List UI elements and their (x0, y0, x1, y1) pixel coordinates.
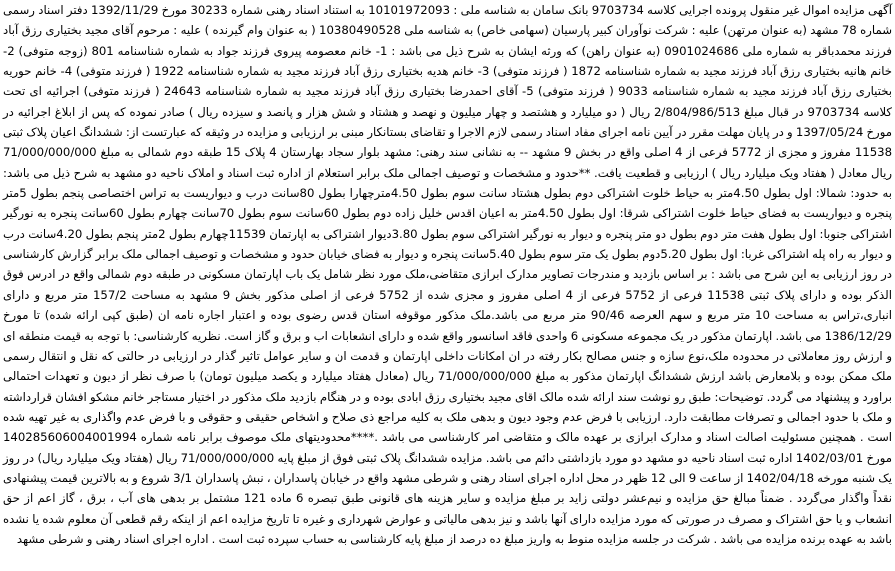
auction-notice-text: آگهی مزایده اموال غیر منقول پرونده اجرایی کلاسه 9703734 بانک سامان به شناسه ملی : 10101972093 به استناد اسناد رهنی شماره 30233 مورخ 1392/11/29 دفتر اسناد رسمی شماره 78 مشهد (به عنوان مرتهن) علیه : شرکت نوآوران کبیر پارسیان (سهامی خاص) به شناسه ملی 10380490528 ( به عنوان وام گیرنده ) علیه : مرحوم آقای مجید بختیاری رزق آباد فرزند محمدباقر به شماره ملی 0901024686 (به عنوان راهن) که ورثه ایشان به شرح ذیل می باشد : 1- خانم معصومه پیروی فرزند جواد به شماره شناسنامه 801 (زوجه متوفی) 2- خانم هانیه بختیاری رزق آباد فرزند مجید به شماره شناسنامه 1872 ( فرزند متوفی) 3- خانم هدیه بختیاری رزق آباد فرزند مجید به شماره شناسنامه 1922 ( فرزند متوفی) 4- خانم حوریه بختیاری رزق آباد فرزند مجید به شماره شناسنامه 9033 ( فرزند متوفی) 5- آقای احمدرضا بختیاری رزق آباد فرزند مجید به شماره شناسنامه 24643 ( فرزند متوفی) اجرائیه ای تحت کلاسه 9703734 در قبال مبلغ 2/804/986/513 ریال ( دو میلیارد و هشتصد و چهار میلیون و نهصد و هشتاد و شش هزار و پانصد و سیزده ریال ) صادر نموده که پس از ابلاغ اجرائیه در مورخ 1397/05/24 و در پایان مهلت مقرر در آیین نامه اجرای مفاد اسناد رسمی لازم الاجرا و تقاضای بستانکار مبنی بر ارزیابی و مزایده در وثیقه که عبارتست از: ششدانگ اعیان پلاک ثبتی 11538 مفروز و مجزی از 5772 فرعی از 4 اصلی واقع در بخش 9 مشهد -- به نشانی سند رهنی: مشهد بلوار سجاد بهارستان 4 پلاک 15 طبقه دوم شمالی به مبلغ 71/000/000/000 ریال معادل ( هفتاد ویک میلیارد ریال ) ارزیابی و قطعیت یافت. **حدود و مشخصات و توصیف اجمالی ملک برابر استعلام از اداره ثبت اسناد و املاک ناحیه دو مشهد به شرح ذیل می باشد: به حدود: شمالا: اول بطول 4.50متر به حیاط خلوت اشتراکی دوم بطول هشتاد سانت سوم بطول 4.50مترچهارا بطول 80سانت درب و دیواریست به تراس اختصاصی پنجم بطول 5متر پنجره و دیواریست به فضای حیاط خلوت اشتراکی شرقا: اول بطول 4.50متر به اعیان اقدس خلیل زاده دوم بطول 60سانت سوم بطول 70سانت چهارم بطول 60سانت پنجره به نورگیر اشتراکی جنوبا: اول بطول هفت متر دوم بطول دو متر پنجره و دیوار به نورگیر اشتراکی سوم بطول 3.80دیوار اشتراکی به اپارتمان 11539چهارم بطول 2متر پنجم بطول 4.20سانت درب و دیوار به راه پله اشتراکی غربا: اول بطول 5.20دوم بطول یک متر سوم بطول 5.40سانت پنجره و دیوار به فضای خیابان حدود و مشخصات و توصیف اجمالی ملک برابر گزارش کارشناسی در روز ارزیابی به این شرح می باشد : بر اساس بازدید و مندرجات تصاویر مدارک ابرازی متقاضی،ملک مورد نظر شامل یک باب اپارتمان مسکونی در طبقه دوم شمالی واقع در ادرس فوق الذکر بوده و دارای پلاک ثبتی 11538 فرعی از 5752 فرعی از 4 اصلی مفروز و مجزی شده از 5752 فرعی از اصلی مذکور بخش 9 مشهد به مساحت 157/2 متر مربع و دارای انباری،تراس به مساحت 10 متر مربع و سهم العرصه 90/46 متر مربع می باشد.ملک مذکور موقوفه استان قدس رضوی بوده و اعتبار اجاره نامه ان (طبق کپی ارائه شده) تا مورخ 1386/12/29 می باشد. اپارتمان مذکور در یک مجموعه مسکونی 6 واحدی فاقد اسانسور واقع شده و دارای انشعابات اب و برق و گاز است. نظریه کارشناسی: با توجه به قیمت منطقه ای و ارزش روز معاملاتی در محدوده ملک،نوع سازه و جنس مصالح بکار رفته در ان امکانات داخلی اپارتمان و قدمت ان و سایر عوامل تاثیر گذار در ارزیابی در حالتی که نقل و انتقال رسمی ملک ممکن بوده و بلامعارض باشد ارزش ششدانگ اپارتمان مذکور به مبلغ 71/000/000/000 ریال (معادل هفتاد میلیارد و یکصد میلیون تومان) با صرف نظر از دیون و تعهدات احتمالی براورد و پیشنهاد می گردد. توضیحات: طبق رو نوشت سند ارائه شده مالک اقای مجید بختیاری رزق ابادی بوده و در هنگام بازدید ملک مذکور در اختیار مستاجر خانم مشکو افشان قرارداشته و ملک با حدود اجمالی و تصرفات مطابقت دارد. ارزیابی با فرض عدم وجود دیون و بدهی ملک به کلیه مراجع ذی صلاح و اشخاص حقیقی و حقوقی و با فرض عدم واگذاری به غیر تهیه شده است . همچنین مسئولیت اصالت اسناد و مدارک ابرازی بر عهده مالک و متقاضی امر کارشناسی می باشد .****محدودیتهای ملک موصوف برابر نامه شماره 140285606004001994 مورخ 1402/03/01 اداره ثبت اسناد ناحیه دو مشهد دو مورد بازداشتی دائم می باشد. مزایده ششدانگ پلاک ثبتی فوق از مبلغ پایه 71/000/000/000 ریال (هفتاد ویک میلیارد ریال) در روز یک شنبه مورخه 1402/04/18 از ساعت 9 الی 12 ظهر در محل اداره اجرای اسناد رهنی و شرطی مشهد واقع در خیابان پاسداران ، نبش پاسداران 3/1 شروع و به بالاترین قیمت پیشنهادی نقداً واگذار می‌گردد . ضمناً مبالغ حق مزایده و نیم‌عشر دولتی زاید بر مبلغ مزایده و سایر هزینه های قانونی طبق تبصره 6 ماده 121 مشتمل بر بدهی های آب ، برق ، گاز اعم از حق انشعاب و یا حق اشتراک و مصرف در صورتی که مورد مزایده دارای آنها باشد و نیز بدهی مالیاتی و عوارض شهرداری و غیره تا تاریخ مزایده اعم از اینکه رقم قطعی آن معلوم شده یا نشده باشد به عهده برنده مزایده می باشد . شرکت در جلسه مزایده منوط به واریز مبلغ ده درصد از مبلغ پایه کارشناسی به حساب سپرده ثبت است . اداره اجرای اسناد رهنی و شرطی مشهد (3, 3, 893, 546)
